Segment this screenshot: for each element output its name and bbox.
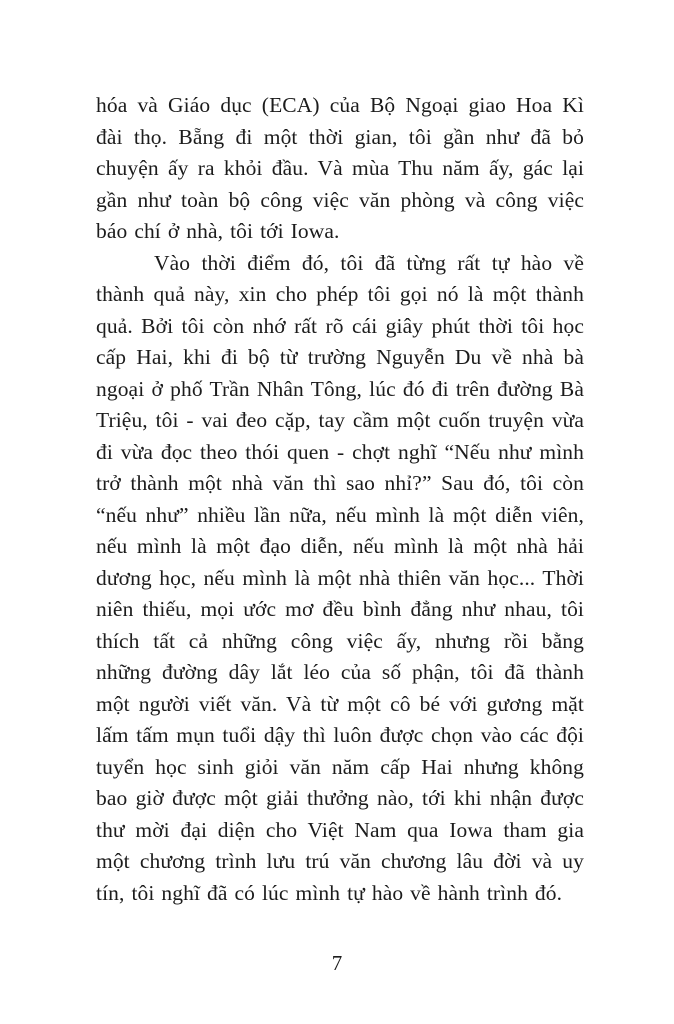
page-number: 7 — [331, 951, 343, 975]
body-paragraph: Vào thời điểm đó, tôi đã từng rất tự hào về thành quả này, xin cho phép tôi gọi nó là một thành quả. Bởi tôi còn nhớ rất rõ cái giây phút thời tôi học cấp Hai, khi đi bộ từ trường Nguyễn Du về nhà bà ngoại ở phố Trần Nhân Tông, lúc đó đi trên đường Bà Triệu, tôi - vai đeo cặp, tay cầm một cuốn truyện vừa đi vừa đọc theo thói quen - chợt nghĩ “Nếu như mình trở thành một nhà văn thì sao nhỉ?” Sau đó, tôi còn “nếu như” nhiều lần nữa, nếu mình là một diễn viên, nếu mình là một đạo diễn, nếu mình là một nhà hải dương học, nếu mình là một nhà thiên văn học... Thời niên thiếu, mọi ước mơ đều bình đẳng như nhau, tôi thích tất cả những công việc ấy, nhưng rồi bằng những đường dây lắt léo của số phận, tôi đã thành một người viết văn. Và từ một cô bé với gương mặt lấm tấm mụn tuổi dậy thì luôn được chọn vào các đội tuyển học sinh giỏi văn năm cấp Hai nhưng không bao giờ được một giải thưởng nào, tới khi nhận được thư mời đại diện cho Việt Nam qua Iowa tham gia một chương trình lưu trú văn chương lâu đời và uy tín, tôi nghĩ đã có lúc mình tự hào về hành trình đó. — [96, 250, 584, 905]
body-paragraph: hóa và Giáo dục (ECA) của Bộ Ngoại giao Hoa Kì đài thọ. Bẵng đi một thời gian, tôi gần như đã bỏ chuyện ấy ra khỏi đầu. Và mùa Thu năm ấy, gác lại gần như toàn bộ công việc văn phòng và công việc báo chí ở nhà, tôi tới Iowa. — [96, 93, 584, 243]
text-block — [96, 90, 584, 909]
